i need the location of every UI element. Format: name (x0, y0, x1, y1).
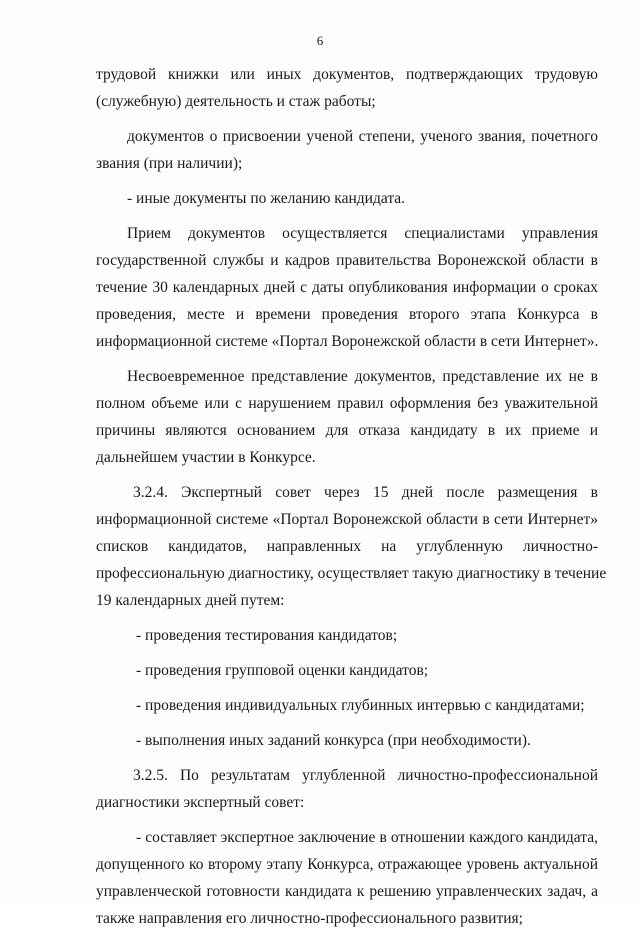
text-line: информационной системе «Портал Воронежской области в сети Интернет» (96, 511, 598, 528)
text-line: информационной системе «Портал Воронежской области в сети Интернет». (96, 333, 599, 350)
text-line: - составляет экспертное заключение в отношении каждого кандидата, (136, 829, 598, 846)
text-line: 19 календарных дней путем: (96, 592, 285, 609)
text-line: полном объеме или с нарушением правил оформления без уважительной (96, 395, 598, 412)
text-line: причины являются основанием для отказа кандидату в их приеме и (96, 422, 598, 439)
list-item: - выполнения иных заданий конкурса (при необходимости). (136, 732, 531, 749)
text-line: 3.2.4. Экспертный совет через 15 дней после размещения в (133, 484, 598, 501)
text-line: профессиональную диагностику, осуществляет такую диагностику в течение (96, 565, 607, 582)
text-line: Несвоевременное представление документов, представление их не в (127, 368, 598, 385)
text-line: проведения, месте и времени проведения второго этапа Конкурса в (96, 306, 598, 323)
text-line: допущенного ко второму этапу Конкурса, отражающее уровень актуальной (96, 856, 598, 873)
text-line: также направления его личностно-профессионального развития; (96, 910, 523, 927)
text-line: диагностики экспертный совет: (96, 794, 305, 811)
text-line: дальнейшем участии в Конкурсе. (96, 449, 316, 466)
text-line: управленческой готовности кандидата к решению управленческих задач, а (96, 883, 598, 900)
text-line: списков кандидатов, направленных на углубленную личностно- (96, 538, 598, 555)
text-line: государственной службы и кадров правительства Воронежской области в (96, 252, 598, 269)
text-line: Прием документов осуществляется специалистами управления (127, 225, 598, 242)
document-body (96, 61, 607, 932)
text-line: (служебную) деятельность и стаж работы; (96, 93, 376, 110)
text-line: течение 30 календарных дней с даты опубликования информации о сроках (96, 279, 598, 296)
text-line: - иные документы по желанию кандидата. (127, 190, 406, 207)
text-line: 3.2.5. По результатам углубленной личностно-профессиональной (133, 767, 598, 784)
list-item: - проведения групповой оценки кандидатов; (136, 662, 429, 679)
text-line: трудовой книжки или иных документов, подтверждающих трудовую (96, 66, 598, 83)
text-line: документов о присвоении ученой степени, ученого звания, почетного (127, 128, 598, 145)
page-number: 6 (316, 33, 324, 48)
text-line: звания (при наличии); (96, 155, 243, 172)
list-item: - проведения индивидуальных глубинных интервью с кандидатами; (136, 697, 585, 714)
list-item: - проведения тестирования кандидатов; (136, 627, 398, 644)
